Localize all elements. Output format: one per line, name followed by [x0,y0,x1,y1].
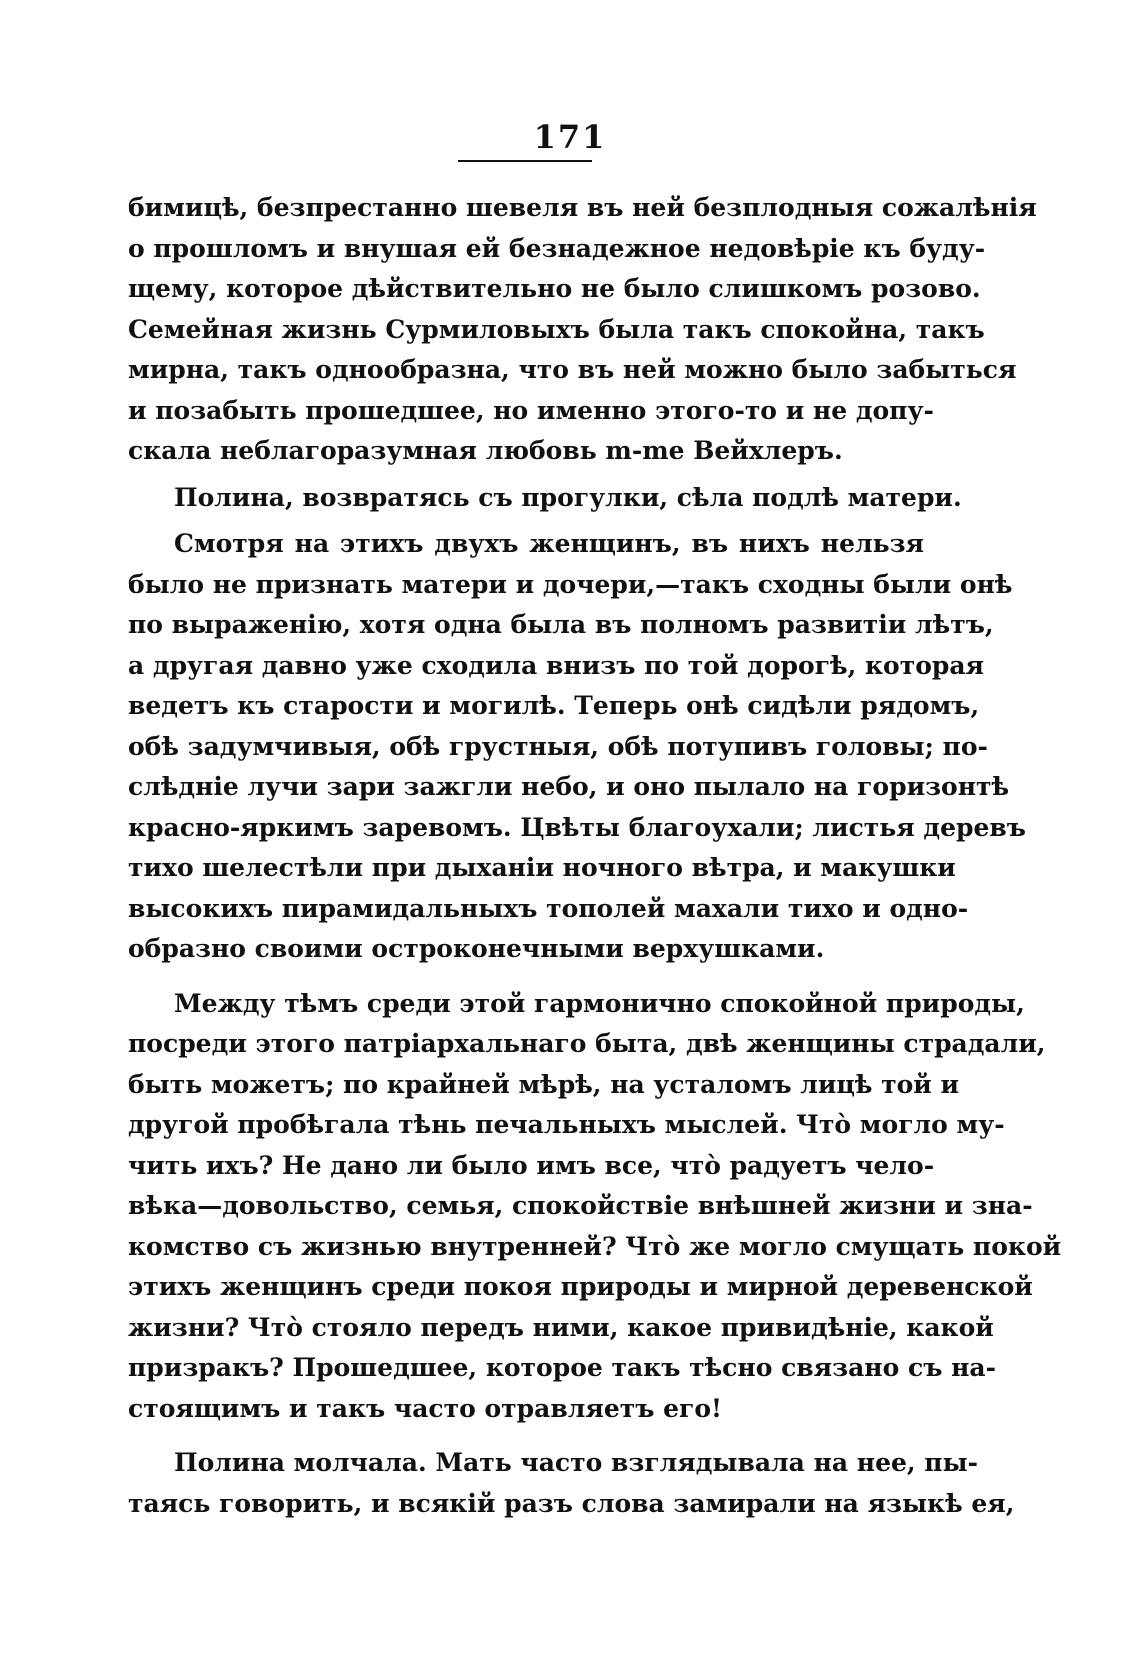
paragraph-4 [128,984,1062,1430]
text-line: чить ихъ? Не дано ли было имъ все, что̀ радуетъ чело- [128,1150,935,1180]
text-line: Смотря на этихъ двухъ женщинъ, въ нихъ нельзя [174,529,924,558]
text-line: стоящимъ и такъ часто отравляетъ его! [128,1393,722,1423]
text-line: и позабыть прошедшее, но именно этого-то и не допу- [128,395,934,425]
text-line: таясь говорить, и всякій разъ слова замирали на языкѣ ея, [128,1488,1015,1518]
text-line: по выраженію, хотя одна была въ полномъ развитіи лѣтъ, [128,610,994,639]
text-line: Семейная жизнь Сурмиловыхъ была такъ спокойна, такъ [128,314,985,344]
text-line: жизни? Что̀ стояло передъ ними, какое привидѣніе, какой [128,1312,994,1342]
text-line: Между тѣмъ среди этой гармонично спокойной природы, [174,988,1025,1018]
text-line: высокихъ пирамидальныхъ тополей махали тихо и одно- [128,893,969,923]
text-line: посреди этого патріархальнаго быта, двѣ женщины страдали, [128,1029,1046,1058]
paragraph-3 [128,524,1026,970]
page-number: 171 [533,118,607,156]
text-line: слѣдніе лучи зари зажгли небо, и оно пылало на горизонтѣ [128,772,1010,801]
text-line: обѣ задумчивыя, обѣ грустныя, обѣ потупивъ головы; по- [128,731,988,761]
text-line: мирна, такъ однообразна, что въ ней можно было забыться [128,355,1017,384]
text-line: комство съ жизнью внутренней? Что̀ же могло смущать покой [128,1231,1062,1261]
text-line: этихъ женщинъ среди покоя природы и мирной деревенской [128,1272,1033,1301]
paragraph-5 [128,1443,1015,1524]
text-line: призракъ? Прошедшее, которое такъ тѣсно связано съ на- [128,1353,996,1382]
text-line: Полина молчала. Мать часто взглядывала на нее, пы- [174,1448,979,1477]
text-line: бимицѣ, безпрестанно шевеля въ ней безплодныя сожалѣнія [128,193,1037,222]
text-line: другой пробѣгала тѣнь печальныхъ мыслей. Что̀ могло му- [128,1110,1005,1139]
text-line: образно своими остроконечными верхушками. [128,934,825,963]
text-line: было не признать матери и дочери,—такъ сходны были онѣ [128,569,1013,599]
text-line: щему, которое дѣйствительно не было слишкомъ розово. [128,274,981,303]
text-line: вѣка—довольство, семья, спокойствіе внѣшней жизни и зна- [128,1191,1033,1220]
body-text [128,188,1062,1524]
text-line: быть можетъ; по крайней мѣрѣ, на усталомъ лицѣ той и [128,1069,960,1099]
text-line: ведетъ къ старости и могилѣ. Теперь онѣ сидѣли рядомъ, [128,691,980,720]
paragraph-2 [128,478,962,519]
page-number-rule [458,160,592,162]
paragraph-1 [128,188,1037,472]
text-line: о прошломъ и внушая ей безнадежное недовѣріе къ буду- [128,233,986,263]
text-line: а другая давно уже сходила внизъ по той дорогѣ, которая [128,650,985,680]
text-line: скала неблагоразумная любовь m-me Вейхлеръ. [128,436,843,465]
text-line: Полина, возвратясь съ прогулки, сѣла подлѣ матери. [174,482,962,512]
text-line: тихо шелестѣли при дыханіи ночного вѣтра, и макушки [128,853,956,882]
text-line: красно-яркимъ заревомъ. Цвѣты благоухали; листья деревъ [128,812,1026,842]
